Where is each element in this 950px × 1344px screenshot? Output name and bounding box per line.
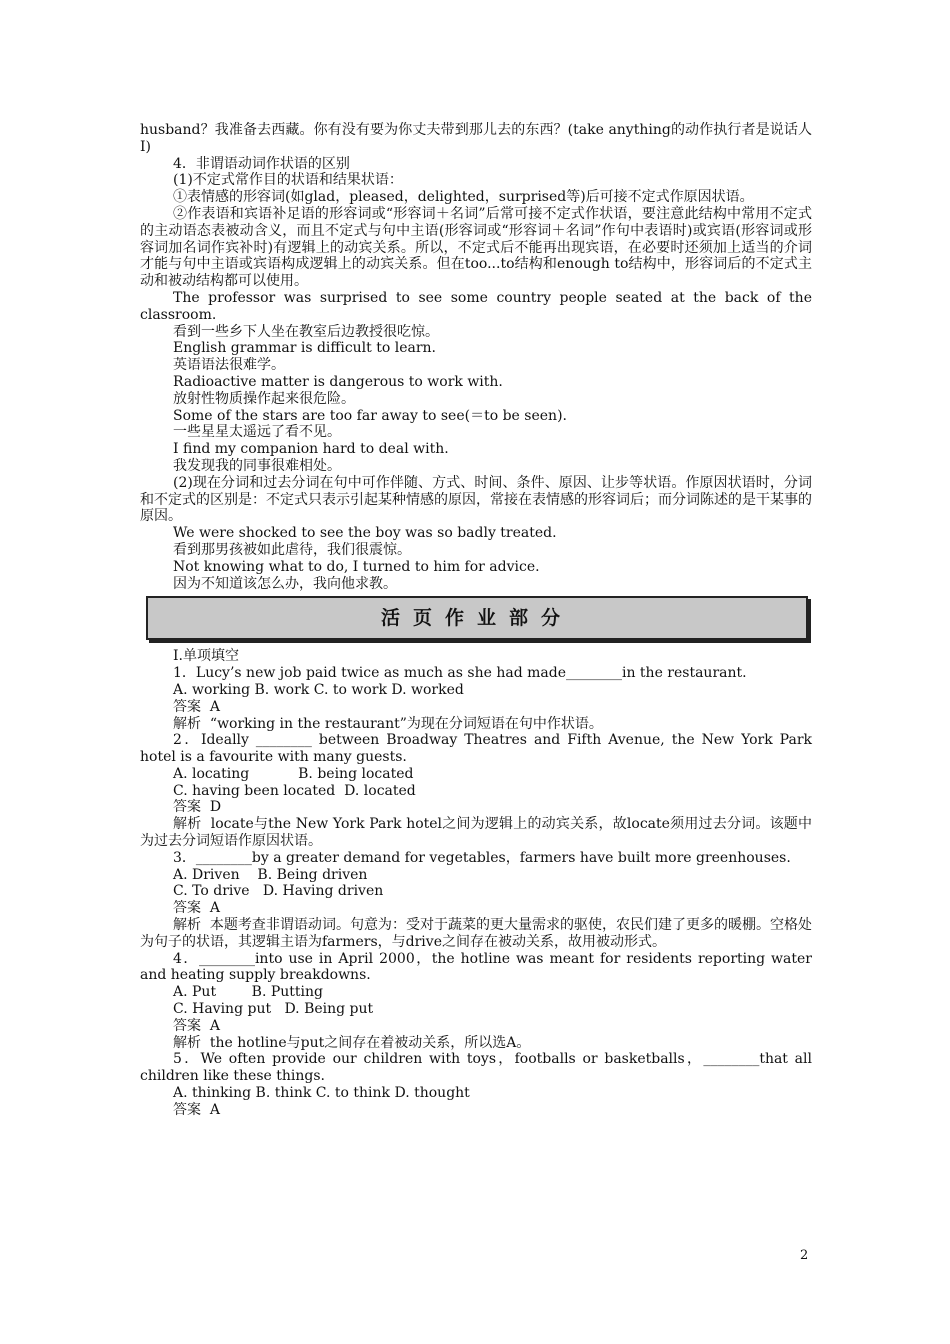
question-stem: 3．________by a greater demand for vegetables，farmers have built more greenhouses.	[173, 849, 791, 866]
analysis-text: locate与the New York Park hotel之间为逻辑上的动宾关系，故locate须用过去分词。该题中为过去分词短语作原因状语。	[140, 816, 813, 850]
answer-line	[140, 699, 812, 716]
example-en: I find my companion hard to deal with.	[173, 441, 449, 458]
analysis-line	[140, 816, 812, 850]
analysis-text: “working in the restaurant”为现在分词短语在句中作状语。	[209, 715, 603, 732]
answer-value: D	[209, 799, 222, 816]
answer-value: A	[209, 698, 221, 715]
question-options: A. Driven B. Being driven	[173, 866, 368, 883]
question-options: C. To drive D. Having driven	[173, 883, 384, 900]
answer-label: 答案	[173, 698, 201, 715]
answer-line	[140, 1018, 812, 1035]
question-stem: 4．________into use in April 2000，the hotline was meant for residents reporting water and heating supply breakdowns.	[140, 950, 812, 984]
question-options: A. locating B. being located	[173, 765, 414, 782]
example-zh: 因为不知道该怎么办，我向他求教。	[173, 575, 397, 592]
question-options: C. Having put D. Being put	[173, 1001, 374, 1018]
subheading-infinitive: (1)不定式常作目的状语和结果状语：	[173, 172, 403, 189]
example-zh: 一些星星太遥远了看不见。	[173, 424, 341, 441]
question-stem: 2．Ideally ________ between Broadway Theatres and Fifth Avenue, the New York Park hotel is a favourite with many guests.	[140, 732, 812, 766]
analysis-line	[140, 917, 812, 951]
page-number: 2	[800, 1248, 809, 1263]
question-options: A. thinking B. think C. to think D. thought	[173, 1085, 470, 1102]
answer-label: 答案	[173, 799, 201, 816]
answer-label: 答案	[173, 1101, 201, 1118]
analysis-label: 解析	[173, 715, 201, 732]
question-options: C. having been located D. located	[173, 782, 416, 799]
answer-value: A	[209, 1101, 221, 1118]
analysis-label: 解析	[173, 816, 202, 833]
example-zh: 我发现我的同事很难相处。	[173, 457, 341, 474]
example-en: We were shocked to see the boy was so badly treated.	[173, 525, 557, 542]
section-heading-4: 4．非谓语动词作状语的区别	[173, 155, 350, 172]
question-stem: 1．Lucy’s new job paid twice as much as she had made________in the restaurant.	[173, 665, 747, 682]
example-en: Some of the stars are too far away to see(＝to be seen).	[173, 407, 567, 424]
homework-banner: 活页作业部分	[146, 596, 808, 640]
question-options: A. working B. work C. to work D. worked	[173, 681, 464, 698]
question-stem: 5．We often provide our children with toys，footballs or basketballs，________that all children like these things.	[140, 1051, 812, 1085]
example-zh: 英语语法很难学。	[173, 357, 285, 374]
answer-line	[140, 799, 812, 816]
example-en: Not knowing what to do, I turned to him for advice.	[173, 558, 540, 575]
answer-value: A	[209, 900, 221, 917]
analysis-line	[140, 1035, 812, 1052]
analysis-text: 本题考查非谓语动词。句意为：受对于蔬菜的更大量需求的驱使，农民们建了更多的暖棚。空格处为句子的状语，其逻辑主语为farmers，与drive之间存在被动关系，故用被动形式。	[140, 917, 813, 950]
point-2: ②作表语和宾语补足语的形容词或“形容词＋名词”后常可接不定式作状语，要注意此结构中常用不定式的主动语态表被动含义，而且不定式与句中主语(形容词或“形容词＋名词”作句中表语时)或宾语(形容词或形容词加名词作宾补时)有逻辑上的动宾关系。所以，不定式后不能再出现宾语，在必要时还须加上适当的介词才能与句中主语或宾语构成逻辑上的动宾关系。但在too...to结构和enough to结构中，形容词后的不定式主动和被动结构都可以使用。	[140, 205, 812, 290]
answer-label: 答案	[173, 1017, 201, 1034]
example-en: Radioactive matter is dangerous to work with.	[173, 373, 503, 390]
answer-value: A	[209, 1017, 221, 1034]
document-page	[140, 122, 812, 1119]
example-en: The professor was surprised to see some country people seated at the back of the classroom.	[140, 289, 812, 323]
intro-paragraph: husband？我准备去西藏。你有没有要为你丈夫带到那儿去的东西？(take anything的动作执行者是说话人I)	[140, 122, 812, 155]
exercise-section-title: Ⅰ.单项填空	[173, 648, 239, 665]
analysis-text: the hotline与put之间存在着被动关系，所以选A。	[209, 1034, 531, 1051]
analysis-label: 解析	[173, 917, 202, 934]
question-options: A. Put B. Putting	[173, 984, 324, 1001]
example-zh: 放射性物质操作起来很危险。	[173, 390, 355, 407]
example-zh: 看到那男孩被如此虐待，我们很震惊。	[173, 541, 411, 558]
analysis-line	[140, 716, 812, 733]
analysis-label: 解析	[173, 1034, 201, 1051]
example-en: English grammar is difficult to learn.	[173, 340, 437, 357]
point-1: ①表情感的形容词(如glad，pleased，delighted，surprised等)后可接不定式作原因状语。	[173, 189, 754, 206]
subheading-participle: (2)现在分词和过去分词在句中可作伴随、方式、时间、条件、原因、让步等状语。作原因状语时，分词和不定式的区别是：不定式只表示引起某种情感的原因，常接在表情感的形容词后；而分词陈述的是干某事的原因。	[140, 474, 812, 525]
example-zh: 看到一些乡下人坐在教室后边教授很吃惊。	[173, 323, 439, 340]
answer-line	[140, 1102, 812, 1119]
answer-label: 答案	[173, 900, 201, 917]
answer-line	[140, 900, 812, 917]
